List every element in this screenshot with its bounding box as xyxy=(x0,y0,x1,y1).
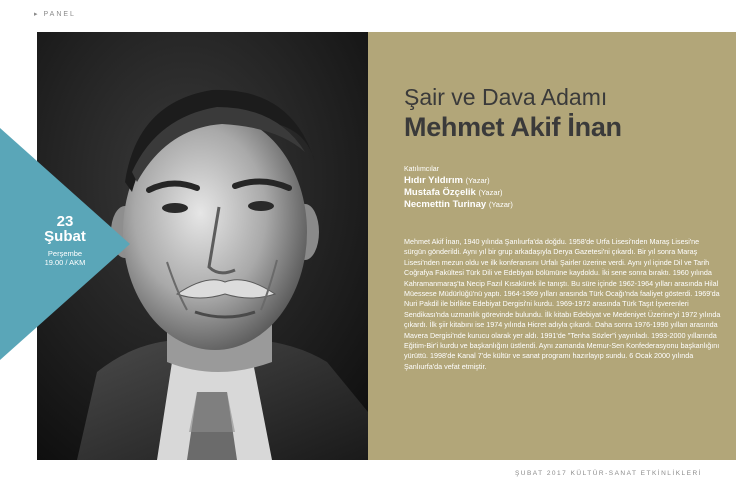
info-panel xyxy=(368,32,736,460)
participant-role: (Yazar) xyxy=(465,176,490,185)
event-weekday: Perşembe xyxy=(47,249,83,258)
participant-item xyxy=(404,187,724,199)
section-header xyxy=(34,10,76,18)
participant-item xyxy=(404,175,724,187)
header-arrow-icon: ▸ xyxy=(34,11,38,18)
event-month: Şubat xyxy=(44,228,86,245)
event-title: Mehmet Akif İnan xyxy=(404,112,622,142)
biography-text: Mehmet Akif İnan, 1940 yılında Şanlıurfa'da doğdu. 1958'de Urfa Lisesi'nden Maraş Lisesi'ne sürgün gönderildi. Aynı yıl bir grup arkadaşıyla Derya Gazetesi'ni çıkardı. Bir yıl sonra Maraş Lisesi'nden mezun oldu ve ilk konferansını Urfalı Şairler üzerine verdi. Aynı yıl içinde Dil ve Tarih Coğrafya Fakültesi Türk Dili ve Edebiyatı bölümüne kaydoldu. İki sene sonra bıraktı. 1960 yılında Kahramanmaraş'ta Necip Fazıl Kısakürek ile tanıştı. Bu süre içinde 1962-1964 yılları arasında Hilal Müessese Müdürlüğü'nü yaptı. 1964-1969 yılları arasında Türk Ocağı'nda faaliyet gösterdi. 1969'da Nuri Pakdil ile birlikte Edebiyat Dergisi'ni kurdu. 1969-1972 arasında Türk Taşıt İşverenleri Sendikası'nda uzmanlık görevinde bulundu. İlk kitabı Edebiyat ve Medeniyet Üzerine'yi 1972 yılında çıkardı. İlk şiir kitabını ise 1974 yılında Hicret adıyla çıkardı. Daha sonra 1976-1990 yılları arasında Mavera Dergisi'nde kurucu olarak yer aldı. 1991'de "Tenha Sözler"i yayınladı. 1993-2000 yıllarında Eğitim-Bir'i kurdu ve başkanlığını üstlendi. Aynı zamanda Memur-Sen Konfederasyonu başkanlığını yürüttü. 1998'de Kanal 7'de kültür ve sanat programı hazırlayıp sundu. 6 Ocak 2000 yılında Şanlıurfa'da vefat etmiştir. xyxy=(404,237,721,371)
event-time-venue: 19.00 / AKM xyxy=(44,258,86,267)
event-day-number: 23 xyxy=(56,213,74,230)
participant-name: Necmettin Turinay xyxy=(404,199,487,210)
event-subtitle: Şair ve Dava Adamı xyxy=(404,84,608,110)
participant-role: (Yazar) xyxy=(478,188,503,197)
participant-name: Mustafa Özçelik xyxy=(404,187,476,198)
participants-section xyxy=(404,166,724,211)
section-label: PANEL xyxy=(43,10,76,18)
participant-item xyxy=(404,199,724,211)
participant-role: (Yazar) xyxy=(488,200,513,209)
event-date xyxy=(34,214,96,267)
footer-caption: ŞUBAT 2017 KÜLTÜR-SANAT ETKİNLİKLERİ xyxy=(514,470,702,477)
participant-name: Hıdır Yıldırım xyxy=(404,175,463,186)
participants-label: Katılımcılar xyxy=(404,166,440,173)
